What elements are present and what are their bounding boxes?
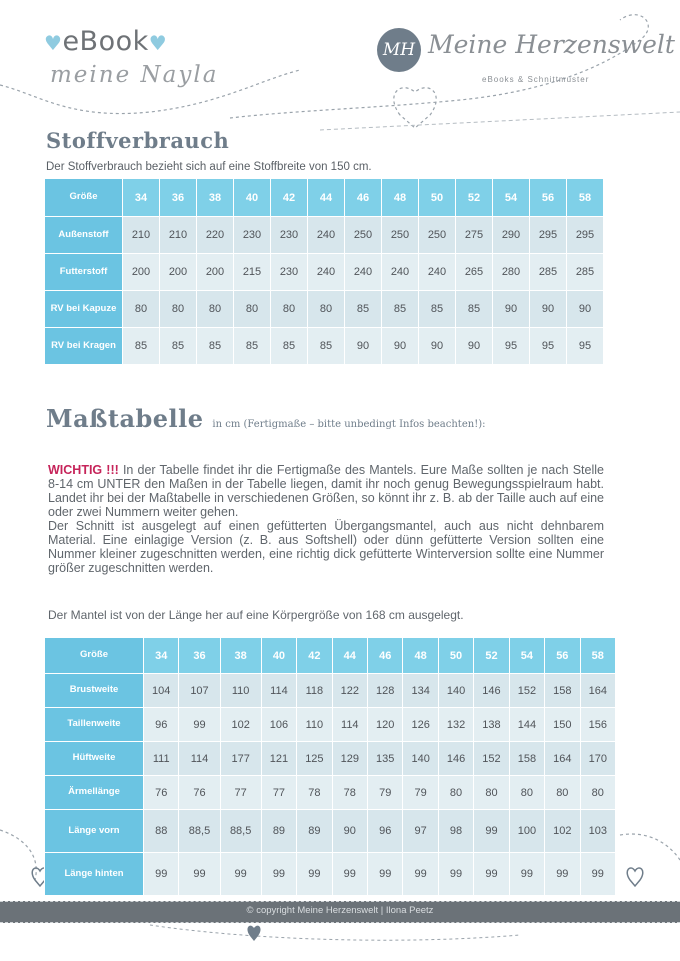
value-cell: 146 [439,742,473,775]
value-cell: 99 [297,853,331,895]
size-cell: 44 [333,638,367,673]
value-cell: 114 [179,742,219,775]
value-cell: 220 [197,217,233,253]
value-cell: 80 [439,776,473,809]
value-cell: 102 [221,708,261,741]
value-cell: 210 [123,217,159,253]
table-row [45,254,603,290]
size-cell: 52 [474,638,508,673]
value-cell: 132 [439,708,473,741]
value-cell: 210 [160,217,196,253]
swirl-line-bottom [150,925,520,940]
value-cell: 99 [474,853,508,895]
value-cell: 85 [271,328,307,364]
value-cell: 85 [456,291,492,327]
value-cell: 90 [456,328,492,364]
value-cell: 152 [510,674,544,707]
value-cell: 76 [179,776,219,809]
copyright-icon: © [246,905,254,916]
value-cell: 99 [510,853,544,895]
value-cell: 95 [530,328,566,364]
value-cell: 78 [297,776,331,809]
row-label: Außenstoff [45,217,122,253]
size-cell: 34 [144,638,178,673]
size-cell: 46 [368,638,402,673]
value-cell: 200 [160,254,196,290]
value-cell: 134 [403,674,437,707]
value-cell: 99 [581,853,615,895]
table-row [45,674,615,707]
value-cell: 240 [382,254,418,290]
brand-name: Meine Herzenswelt [428,30,675,59]
size-cell: 58 [567,179,603,216]
value-cell: 95 [567,328,603,364]
swirl-bottom-left [0,830,36,880]
value-cell: 85 [419,291,455,327]
value-cell: 295 [530,217,566,253]
value-cell: 158 [545,674,579,707]
value-cell: 90 [382,328,418,364]
value-cell: 129 [333,742,367,775]
value-cell: 85 [160,328,196,364]
value-cell: 114 [262,674,296,707]
intro-paragraph-2: Der Schnitt ist ausgelegt auf einen gefütterten Übergangsmantel, auch aus nicht dehnbarem Material. Eine einlagige Version (z. B. aus Softshell) oder dünn gefütterte Version sollten eine Nummer kleiner zugeschnitten werden, eine richtig dick gefütterte Winterversion sollte eine Nummer größer zugeschnitten werden. [48,519,604,575]
measurements-section-title [46,404,485,433]
value-cell: 146 [474,674,508,707]
value-cell: 164 [581,674,615,707]
value-cell: 126 [403,708,437,741]
value-cell: 80 [197,291,233,327]
value-cell: 90 [333,810,367,852]
table-row [45,853,615,895]
table-row [45,810,615,852]
measurements-title-note: in cm (Fertigmaße – bitte unbedingt Infos beachten!): [212,419,486,430]
value-cell: 77 [221,776,261,809]
value-cell: 88 [144,810,178,852]
fabric-section-title: Stoffverbrauch [46,128,230,153]
brand-subtitle: eBooks & Schnittmuster [482,75,590,84]
row-label: RV bei Kapuze [45,291,122,327]
value-cell: 265 [456,254,492,290]
value-cell: 80 [271,291,307,327]
value-cell: 285 [567,254,603,290]
row-label: Futterstoff [45,254,122,290]
value-cell: 97 [403,810,437,852]
value-cell: 240 [308,254,344,290]
value-cell: 240 [308,217,344,253]
value-cell: 118 [297,674,331,707]
value-cell: 80 [474,776,508,809]
value-cell: 125 [297,742,331,775]
value-cell: 88,5 [221,810,261,852]
value-cell: 80 [545,776,579,809]
value-cell: 88,5 [179,810,219,852]
value-cell: 275 [456,217,492,253]
table-row [45,291,603,327]
value-cell: 114 [333,708,367,741]
value-cell: 250 [419,217,455,253]
brand-logo: MH [377,28,421,72]
value-cell: 250 [382,217,418,253]
value-cell: 90 [345,328,381,364]
value-cell: 90 [493,291,529,327]
value-cell: 177 [221,742,261,775]
value-cell: 102 [545,810,579,852]
value-cell: 230 [271,217,307,253]
ebook-text: eBook [62,26,149,57]
size-cell: 50 [439,638,473,673]
value-cell: 95 [493,328,529,364]
size-cell: 36 [160,179,196,216]
row-label: Länge vorn [45,810,143,852]
value-cell: 240 [345,254,381,290]
value-cell: 89 [262,810,296,852]
value-cell: 215 [234,254,270,290]
size-header: Größe [45,179,122,216]
value-cell: 121 [262,742,296,775]
value-cell: 85 [123,328,159,364]
value-cell: 140 [403,742,437,775]
value-cell: 80 [308,291,344,327]
value-cell: 80 [510,776,544,809]
size-cell: 44 [308,179,344,216]
size-header: Größe [45,638,143,673]
value-cell: 99 [474,810,508,852]
value-cell: 144 [510,708,544,741]
value-cell: 99 [144,853,178,895]
copyright-text: copyright Meine Herzenswelt | Ilona Peetz [256,905,434,916]
value-cell: 138 [474,708,508,741]
value-cell: 90 [419,328,455,364]
size-cell: 42 [271,179,307,216]
value-cell: 107 [179,674,219,707]
swirl-bottom-right [620,834,680,860]
value-cell: 96 [144,708,178,741]
value-cell: 85 [345,291,381,327]
row-label: Länge hinten [45,853,143,895]
heart-doodle-bottom-right [627,868,643,886]
size-cell: 50 [419,179,455,216]
row-label: Hüftweite [45,742,143,775]
value-cell: 99 [179,853,219,895]
value-cell: 79 [403,776,437,809]
measurements-table-header [45,638,615,673]
size-cell: 58 [581,638,615,673]
value-cell: 89 [297,810,331,852]
fabric-table [44,178,604,365]
measurements-table [44,637,616,896]
table-row [45,742,615,775]
table-row [45,776,615,809]
value-cell: 80 [581,776,615,809]
heart-doodle-bottom-center [247,926,260,941]
value-cell: 99 [221,853,261,895]
value-cell: 280 [493,254,529,290]
value-cell: 290 [493,217,529,253]
swirl-line-top [320,112,680,130]
table-row [45,328,603,364]
size-cell: 54 [493,179,529,216]
value-cell: 85 [197,328,233,364]
fabric-table-header [45,179,603,216]
size-cell: 48 [403,638,437,673]
heart-doodle-top [394,88,436,128]
size-cell: 52 [456,179,492,216]
value-cell: 99 [545,853,579,895]
value-cell: 164 [545,742,579,775]
value-cell: 158 [510,742,544,775]
pattern-name: meine Nayla [50,62,219,88]
value-cell: 240 [419,254,455,290]
value-cell: 152 [474,742,508,775]
value-cell: 285 [530,254,566,290]
value-cell: 99 [439,853,473,895]
value-cell: 230 [271,254,307,290]
size-cell: 54 [510,638,544,673]
size-cell: 42 [297,638,331,673]
value-cell: 122 [333,674,367,707]
size-cell: 40 [262,638,296,673]
intro-text-1: In der Tabelle findet ihr die Fertigmaße des Mantels. Eure Maße sollten je nach Stelle 8-14 cm UNTER den Maßen in der Tabelle liegen, damit ihr noch genug Bewegungsspielraum habt. Landet ihr bei der Maßtabelle in verschiedenen Größen, so könnt ihr z. B. ab der Taille auch auf eine oder zwei Nummern weiter gehen. [48,463,604,519]
value-cell: 90 [530,291,566,327]
value-cell: 85 [382,291,418,327]
size-cell: 38 [197,179,233,216]
value-cell: 80 [123,291,159,327]
value-cell: 98 [439,810,473,852]
size-cell: 56 [530,179,566,216]
size-cell: 34 [123,179,159,216]
value-cell: 110 [297,708,331,741]
heart-icon: ♥ [148,31,168,55]
ebook-label [44,26,167,57]
intro-paragraph-1 [48,463,604,519]
value-cell: 85 [308,328,344,364]
value-cell: 120 [368,708,402,741]
size-cell: 46 [345,179,381,216]
value-cell: 76 [144,776,178,809]
row-label: RV bei Kragen [45,328,122,364]
value-cell: 104 [144,674,178,707]
size-cell: 38 [221,638,261,673]
value-cell: 99 [368,853,402,895]
row-label: Brustweite [45,674,143,707]
value-cell: 77 [262,776,296,809]
warning-label: WICHTIG !!! [48,463,119,477]
heart-icon: ♥ [44,31,63,55]
value-cell: 230 [234,217,270,253]
value-cell: 140 [439,674,473,707]
value-cell: 79 [368,776,402,809]
value-cell: 156 [581,708,615,741]
value-cell: 99 [262,853,296,895]
measurements-intro [48,463,604,575]
value-cell: 295 [567,217,603,253]
table-row [45,217,603,253]
row-label: Ärmellänge [45,776,143,809]
value-cell: 99 [333,853,367,895]
footer-copyright [0,905,680,916]
value-cell: 99 [179,708,219,741]
size-cell: 40 [234,179,270,216]
height-note: Der Mantel ist von der Länge her auf eine Körpergröße von 168 cm ausgelegt. [48,608,464,622]
row-label: Taillenweite [45,708,143,741]
value-cell: 200 [123,254,159,290]
value-cell: 106 [262,708,296,741]
value-cell: 78 [333,776,367,809]
value-cell: 150 [545,708,579,741]
size-cell: 36 [179,638,219,673]
value-cell: 110 [221,674,261,707]
fabric-subtitle: Der Stoffverbrauch bezieht sich auf eine Stoffbreite von 150 cm. [46,161,372,173]
value-cell: 99 [403,853,437,895]
value-cell: 85 [234,328,270,364]
measurements-title-text: Maßtabelle [46,404,204,433]
size-cell: 48 [382,179,418,216]
value-cell: 80 [160,291,196,327]
table-row [45,708,615,741]
value-cell: 90 [567,291,603,327]
value-cell: 111 [144,742,178,775]
value-cell: 135 [368,742,402,775]
value-cell: 103 [581,810,615,852]
value-cell: 100 [510,810,544,852]
value-cell: 250 [345,217,381,253]
value-cell: 200 [197,254,233,290]
value-cell: 128 [368,674,402,707]
value-cell: 80 [234,291,270,327]
value-cell: 96 [368,810,402,852]
value-cell: 170 [581,742,615,775]
size-cell: 56 [545,638,579,673]
